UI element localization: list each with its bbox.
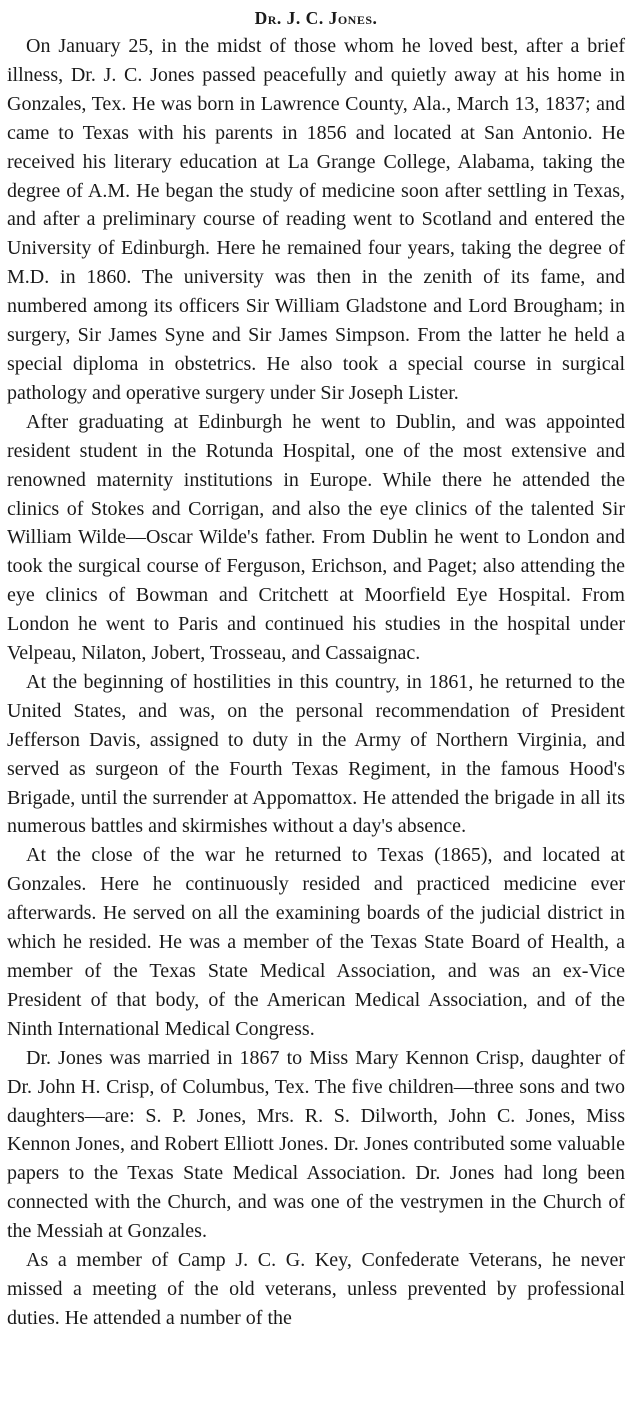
paragraph-2: After graduating at Edinburgh he went to Dublin, and was appointed resident student in the Rotunda Hospital, one of the most extensive and renowned maternity institutions in Europe. While there he attended the clinics of Stokes and Corrigan, and also the eye clinics of the talented Sir William Wilde—Oscar Wilde's father. From Dublin he went to London and took the surgical course of Ferguson, Erichson, and Paget; also attending the eye clinics of Bowman and Critchett at Moorfield Eye Hospital. From London he went to Paris and continued his studies in the hospital under Velpeau, Nilaton, Jobert, Trosseau, and Cassaignac. <box>7 410 625 665</box>
paragraph-5: Dr. Jones was married in 1867 to Miss Mary Kennon Crisp, daughter of Dr. John H. Crisp, of Columbus, Tex. The five children—three sons and two daughters—are: S. P. Jones, Mrs. R. S. Dilworth, John C. Jones, Miss Kennon Jones, and Robert Elliott Jones. Dr. Jones contributed some valuable papers to the Texas State Medical Association. Dr. Jones had long been connected with the Church, and was one of the vestrymen in the Church of the Messiah at Gonzales. <box>7 1046 625 1243</box>
paragraph-4: At the close of the war he returned to Texas (1865), and located at Gonzales. Here he continuously resided and practiced medicine ever afterwards. He served on all the examining boards of the judicial district in which he resided. He was a member of the Texas State Board of Health, a member of the Texas State Medical Association, and was an ex-Vice President of that body, of the American Medical Association, and of the Ninth International Medical Congress. <box>7 844 625 1040</box>
paragraph-3: At the beginning of hostilities in this country, in 1861, he returned to the United States, and was, on the personal recommendation of President Jefferson Davis, assigned to duty in the Army of Northern Virginia, and served as surgeon of the Fourth Texas Regiment, in the famous Hood's Brigade, until the surrender at Appomattox. He attended the brigade in all its numerous battles and skirmishes without a day's absence. <box>7 670 625 838</box>
paragraph-1: On January 25, in the midst of those whom he loved best, after a brief illness, Dr. J. C. Jones passed peacefully and quietly away at his home in Gonzales, Tex. He was born in Lawrence County, Ala., March 13, 1837; and came to Texas with his parents in 1856 and located at San Antonio. He received his literary education at La Grange College, Alabama, taking the degree of A.M. He began the study of medicine soon after settling in Texas, and after a preliminary course of reading went to Scotland and entered the University of Edinburgh. Here he remained four years, taking the degree of M.D. in 1860. The university was then in the zenith of its fame, and numbered among its officers Sir William Gladstone and Lord Brougham; in surgery, Sir James Syne and Sir James Simpson. From the latter he held a special diploma in obstetrics. He also took a special course in surgical pathology and operative surgery under Sir Joseph Lister. <box>7 35 625 404</box>
paragraph-6: As a member of Camp J. C. G. Key, Confederate Veterans, he never missed a meeting of the old veterans, unless prevented by professional duties. He attended a number of the <box>7 1249 625 1329</box>
article-title: Dr. J. C. Jones. <box>254 8 378 28</box>
